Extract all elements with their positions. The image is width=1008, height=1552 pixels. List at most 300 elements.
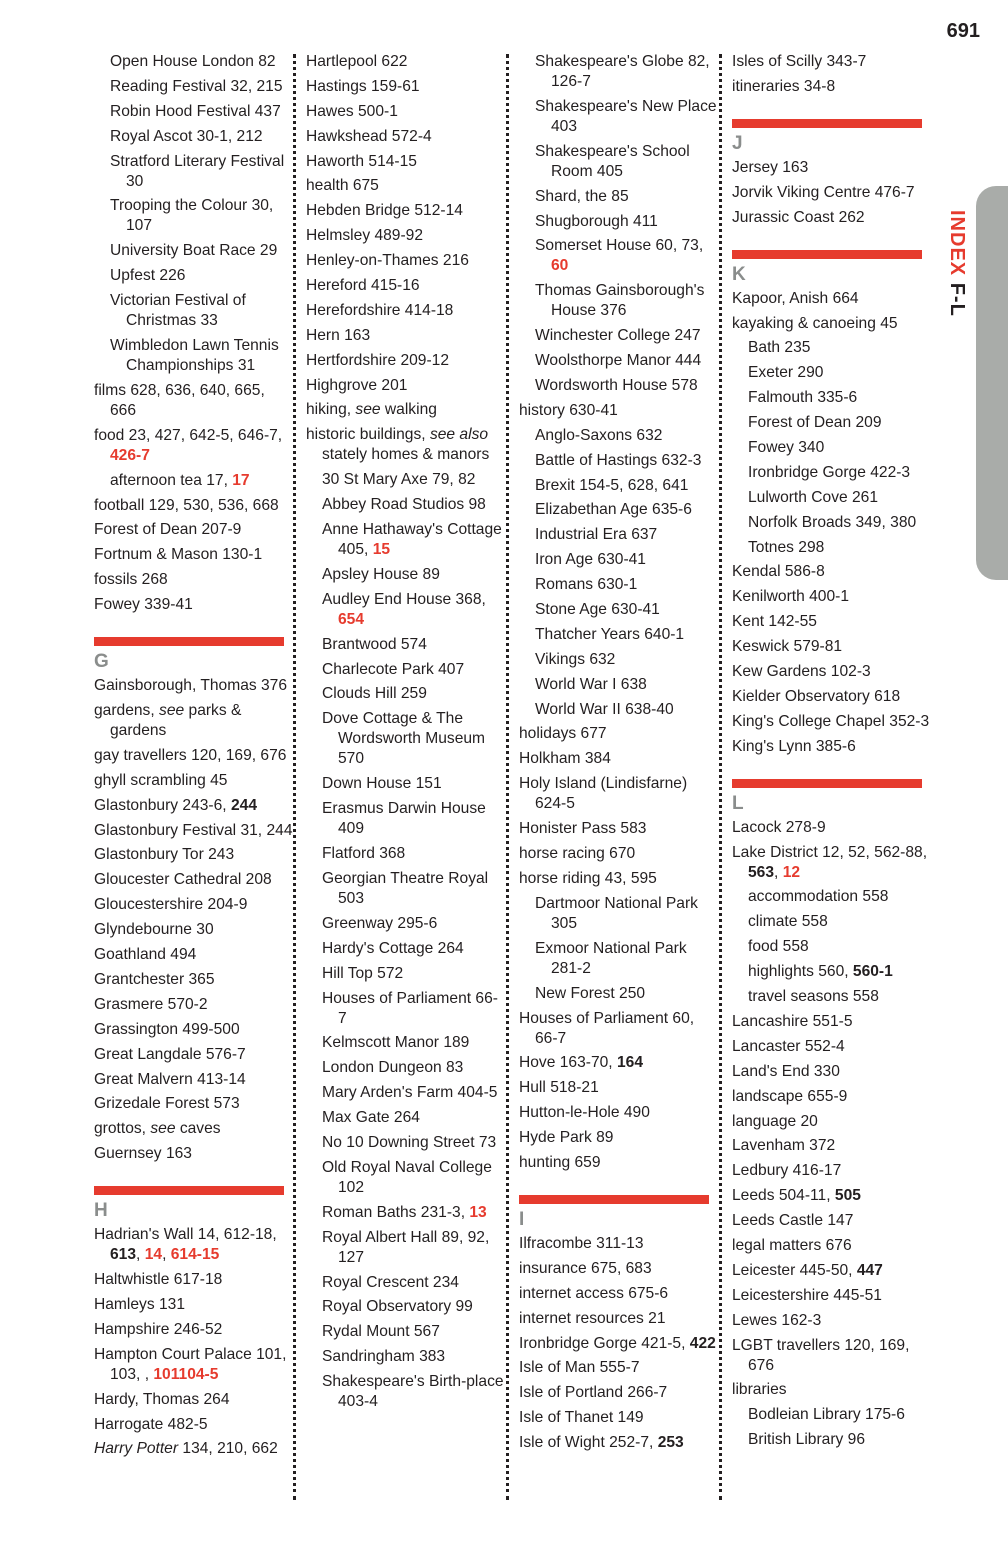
index-subentry — [519, 142, 719, 182]
section-rule — [732, 779, 922, 788]
entry-text: travel seasons 558 — [748, 988, 879, 1006]
entry-text: Kielder Observatory 618 — [732, 687, 901, 705]
entry-text: Hawkshead 572-4 — [306, 127, 432, 145]
entry-text: Land's End 330 — [732, 1062, 840, 1080]
section-rule — [94, 637, 284, 646]
entry-text: Lancashire 551-5 — [732, 1012, 853, 1030]
entry-text: Clouds Hill 259 — [322, 685, 427, 703]
index-subentry — [732, 538, 932, 558]
entry-text: Anne Hathaway's Cottage 405, — [322, 521, 502, 559]
index-entry — [519, 1408, 719, 1428]
index-entry — [732, 1336, 932, 1376]
index-entry — [732, 1112, 932, 1132]
index-entry — [732, 1211, 932, 1231]
column-divider — [506, 54, 509, 1500]
entry-text: Leeds Castle 147 — [732, 1212, 854, 1230]
index-subentry — [306, 709, 506, 769]
index-entry — [519, 1009, 719, 1049]
entry-text: Audley End House 368, — [322, 590, 486, 608]
index-entry — [306, 425, 506, 465]
entry-text: Brexit 154-5, 628, 641 — [535, 476, 689, 494]
entry-text: highlights 560, — [748, 963, 853, 981]
entry-text: Woolsthorpe Manor 444 — [535, 352, 702, 370]
entry-text: Shakespeare's Globe 82, 126-7 — [535, 53, 710, 90]
entry-text: grottos, — [94, 1120, 151, 1138]
index-entry — [732, 1261, 932, 1281]
index-entry — [94, 1045, 294, 1065]
index-entry — [732, 612, 932, 632]
entry-text: holidays 677 — [519, 725, 607, 743]
index-entry — [732, 818, 932, 838]
index-entry — [732, 1311, 932, 1331]
entry-text: Highgrove 201 — [306, 376, 408, 394]
entry-text: Royal Crescent 234 — [322, 1273, 459, 1291]
entry-text: Lacock 278-9 — [732, 818, 826, 836]
entry-text: , — [136, 1246, 145, 1264]
index-subentry — [306, 495, 506, 515]
entry-title-italic: Harry Potter — [94, 1440, 179, 1458]
entry-text: Thomas Gainsborough's House 376 — [535, 282, 705, 320]
index-entry — [519, 1284, 719, 1304]
index-subentry — [519, 575, 719, 595]
index-entry — [94, 545, 294, 565]
index-entry — [94, 1119, 294, 1139]
entry-text: Shugborough 411 — [535, 212, 658, 230]
index-entry — [94, 970, 294, 990]
index-subentry — [306, 1273, 506, 1293]
side-thumb-tab — [976, 186, 1008, 580]
entry-map-page: 13 — [469, 1203, 487, 1221]
index-subentry — [732, 937, 932, 957]
entry-bold-page: 253 — [657, 1434, 684, 1452]
entry-text: Isle of Wight 252-7, — [519, 1434, 658, 1452]
entry-text: Reading Festival 32, 215 — [110, 77, 283, 95]
entry-text: Stratford Literary Festival 30 — [110, 152, 285, 190]
index-subentry — [94, 336, 294, 376]
entry-text: Bath 235 — [748, 339, 811, 357]
entry-text: insurance 675, 683 — [519, 1259, 652, 1277]
entry-text: Greenway 295-6 — [322, 914, 438, 932]
entry-text: King's Lynn 385-6 — [732, 737, 856, 755]
entry-text: hiking, — [306, 401, 356, 419]
index-entry — [306, 176, 506, 196]
index-subentry — [519, 476, 719, 496]
index-entry — [732, 843, 932, 883]
entry-text: Royal Albert Hall 89, 92, 127 — [322, 1228, 490, 1266]
entry-text: Norfolk Broads 349, 380 — [748, 513, 917, 531]
index-subentry — [94, 291, 294, 331]
index-entry — [519, 1334, 719, 1354]
index-subentry — [519, 625, 719, 645]
entry-text: Shard, the 85 — [535, 187, 629, 205]
index-entry — [94, 496, 294, 516]
entry-text: itineraries 34-8 — [732, 77, 836, 95]
entry-text: Glastonbury 243-6, — [94, 796, 231, 814]
entry-text: Bodleian Library 175-6 — [748, 1406, 905, 1424]
entry-text: Goathland 494 — [94, 946, 197, 964]
entry-text: Gloucester Cathedral 208 — [94, 871, 272, 889]
entry-text: football 129, 530, 536, 668 — [94, 496, 279, 514]
entry-text: Dartmoor National Park 305 — [535, 894, 698, 932]
index-column-4 — [732, 52, 932, 1455]
entry-text: Falmouth 335-6 — [748, 389, 858, 407]
index-entry — [94, 426, 294, 466]
index-subentry — [94, 471, 294, 491]
index-entry — [519, 1309, 719, 1329]
entry-text: Lancaster 552-4 — [732, 1037, 845, 1055]
index-entry — [94, 1070, 294, 1090]
entry-text: University Boat Race 29 — [110, 242, 278, 260]
index-subentry — [732, 438, 932, 458]
index-subentry — [306, 1033, 506, 1053]
entry-text: Leeds 504-11, — [732, 1187, 835, 1205]
entry-text: language 20 — [732, 1112, 818, 1130]
entry-text: Isle of Portland 266-7 — [519, 1384, 668, 1402]
entry-bold-page: 505 — [834, 1187, 861, 1205]
index-subentry — [519, 939, 719, 979]
entry-text: British Library 96 — [748, 1431, 865, 1449]
entry-text: Hern 163 — [306, 326, 371, 344]
entry-text: Holy Island (Lindisfarne) 624-5 — [519, 775, 688, 813]
section-header-g — [94, 637, 294, 672]
entry-text: Flatford 368 — [322, 845, 406, 863]
index-entry — [306, 127, 506, 147]
entry-text: Hebden Bridge 512-14 — [306, 202, 463, 220]
index-entry — [94, 895, 294, 915]
index-entry — [94, 746, 294, 766]
section-letter: I — [519, 1208, 525, 1230]
index-column-1 — [94, 52, 294, 1464]
index-entry — [306, 77, 506, 97]
entry-text: Down House 151 — [322, 775, 442, 793]
entry-text: Abbey Road Studios 98 — [322, 496, 486, 514]
index-entry — [94, 771, 294, 791]
entry-text: Forest of Dean 209 — [748, 414, 882, 432]
index-subentry — [732, 413, 932, 433]
index-entry — [519, 1358, 719, 1378]
entry-text: 30 St Mary Axe 79, 82 — [322, 471, 476, 489]
entry-text: Hardy's Cottage 264 — [322, 939, 464, 957]
index-entry — [519, 1078, 719, 1098]
index-subentry — [306, 1322, 506, 1342]
entry-text: health 675 — [306, 177, 379, 195]
index-entry — [94, 1345, 294, 1385]
index-entry — [732, 1062, 932, 1082]
entry-text: Hastings 159-61 — [306, 77, 420, 95]
entry-text: Iron Age 630-41 — [535, 551, 646, 569]
index-entry — [94, 1020, 294, 1040]
entry-text: No 10 Downing Street 73 — [322, 1133, 497, 1151]
entry-map-page: 104-5 — [178, 1365, 219, 1383]
entry-text: caves — [175, 1120, 221, 1138]
entry-text: Hove 163-70, — [519, 1054, 617, 1072]
index-subentry — [732, 1430, 932, 1450]
index-subentry — [94, 196, 294, 236]
side-tab-label — [938, 210, 968, 330]
index-entry — [306, 52, 506, 72]
index-entry — [732, 1037, 932, 1057]
section-rule — [94, 1186, 284, 1195]
entry-text: Fowey 340 — [748, 439, 825, 457]
entry-text: , — [162, 1246, 171, 1264]
index-entry — [732, 314, 932, 334]
index-subentry — [732, 912, 932, 932]
entry-text: Hampton Court Palace 101, 103, — [94, 1345, 287, 1383]
index-subentry — [519, 52, 719, 92]
entry-text: Hartlepool 622 — [306, 53, 408, 70]
entry-text: King's College Chapel 352-3 — [732, 712, 930, 730]
entry-text: Royal Observatory 99 — [322, 1298, 473, 1316]
index-subentry — [519, 187, 719, 207]
index-subentry — [732, 488, 932, 508]
entry-text: Gloucestershire 204-9 — [94, 896, 248, 914]
entry-text: gay travellers 120, 169, 676 — [94, 746, 287, 764]
index-subentry — [732, 987, 932, 1007]
entry-text: Guernsey 163 — [94, 1145, 192, 1163]
index-subentry — [306, 1297, 506, 1317]
section-header-k — [732, 250, 932, 285]
index-subentry — [519, 351, 719, 371]
entry-text: legal matters 676 — [732, 1236, 852, 1254]
entry-text: Houses of Parliament 60, 66-7 — [519, 1009, 695, 1047]
entry-map-page: 60 — [551, 257, 569, 275]
index-entry — [519, 1103, 719, 1123]
index-entry — [519, 1234, 719, 1254]
index-entry — [519, 1383, 719, 1403]
index-entry — [732, 562, 932, 582]
index-subentry — [519, 281, 719, 321]
entry-text: Grasmere 570-2 — [94, 995, 208, 1013]
entry-text: Keswick 579-81 — [732, 638, 843, 656]
entry-text: Georgian Theatre Royal 503 — [322, 869, 489, 907]
entry-text: afternoon tea 17, — [110, 471, 233, 489]
entry-text: Grantchester 365 — [94, 970, 215, 988]
index-entry — [732, 208, 932, 228]
entry-map-page: 12 — [782, 863, 801, 881]
entry-text: Shakespeare's Birth-place 403-4 — [322, 1373, 504, 1411]
column-divider — [719, 54, 722, 1500]
entry-text: accommodation 558 — [748, 888, 889, 906]
entry-text: Royal Ascot 30-1, 212 — [110, 127, 263, 145]
section-header-j — [732, 119, 932, 154]
section-header-l — [732, 779, 932, 814]
index-entry — [94, 1415, 294, 1435]
index-subentry — [519, 525, 719, 545]
entry-text: Glyndebourne 30 — [94, 921, 214, 939]
index-subentry — [519, 600, 719, 620]
index-subentry — [519, 500, 719, 520]
entry-text: Gainsborough, Thomas 376 — [94, 677, 288, 695]
entry-text: Somerset House 60, 73, — [535, 237, 704, 255]
entry-text: history 630-41 — [519, 401, 618, 419]
side-tab-range: F-L — [946, 282, 968, 317]
entry-text: New Forest 250 — [535, 984, 646, 1002]
entry-text: Hampshire 246-52 — [94, 1320, 223, 1338]
entry-text: Robin Hood Festival 437 — [110, 102, 281, 120]
index-subentry — [306, 914, 506, 934]
index-subentry — [306, 1372, 506, 1412]
entry-text: Lake District 12, 52, 562-88, — [732, 843, 928, 861]
entry-bold-page: 560-1 — [852, 963, 893, 981]
entry-text: Erasmus Darwin House 409 — [322, 800, 486, 838]
entry-text: Max Gate 264 — [322, 1109, 420, 1127]
index-subentry — [306, 1083, 506, 1103]
entry-text: Henley-on-Thames 216 — [306, 252, 469, 270]
index-subentry — [519, 97, 719, 137]
entry-text: Great Malvern 413-14 — [94, 1070, 246, 1088]
entry-text: Leicester 445-50, — [732, 1261, 857, 1279]
entry-text: Isle of Thanet 149 — [519, 1409, 644, 1427]
index-entry — [732, 637, 932, 657]
entry-text: 134, 210, 662 — [178, 1440, 278, 1458]
entry-text: Glastonbury Festival 31, 244 — [94, 821, 293, 839]
index-entry — [519, 869, 719, 889]
entry-text: Hill Top 572 — [322, 964, 404, 982]
entry-text: Hyde Park 89 — [519, 1129, 614, 1147]
entry-text: horse riding 43, 595 — [519, 869, 657, 887]
entry-text: Hutton-le-Hole 490 — [519, 1104, 650, 1122]
index-entry — [732, 289, 932, 309]
entry-text: Battle of Hastings 632-3 — [535, 451, 702, 469]
entry-text: Romans 630-1 — [535, 576, 638, 594]
index-entry — [732, 1136, 932, 1156]
entry-text: Trooping the Colour 30, 107 — [110, 197, 274, 235]
entry-bold-page: 563 — [748, 863, 775, 881]
index-entry — [519, 1153, 719, 1173]
entry-text: Honister Pass 583 — [519, 820, 647, 838]
index-entry — [519, 1128, 719, 1148]
index-subentry — [519, 451, 719, 471]
entry-text: Fortnum & Mason 130-1 — [94, 546, 263, 564]
section-letter: L — [732, 792, 744, 814]
entry-text: Brantwood 574 — [322, 635, 427, 653]
entry-text: Old Royal Naval College 102 — [322, 1158, 492, 1196]
index-subentry — [306, 635, 506, 655]
entry-text: Upfest 226 — [110, 267, 186, 285]
index-subentry — [306, 844, 506, 864]
index-entry — [732, 1186, 932, 1206]
section-rule — [732, 250, 922, 259]
index-entry — [519, 1259, 719, 1279]
index-entry — [732, 712, 932, 732]
entry-text: Thatcher Years 640-1 — [535, 625, 685, 643]
entry-text: Lewes 162-3 — [732, 1311, 822, 1329]
index-subentry — [306, 774, 506, 794]
entry-see-ref: see — [150, 1120, 176, 1138]
entry-text: internet access 675-6 — [519, 1284, 669, 1302]
index-subentry — [519, 550, 719, 570]
index-entry — [306, 276, 506, 296]
index-entry — [94, 870, 294, 890]
entry-text: Wordsworth House 578 — [535, 377, 698, 395]
index-entry — [732, 1012, 932, 1032]
entry-text: libraries — [732, 1381, 787, 1399]
entry-text: Ilfracombe 311-13 — [519, 1234, 644, 1252]
index-entry — [306, 400, 506, 420]
index-entry — [94, 595, 294, 615]
section-letter: H — [94, 1200, 108, 1222]
entry-text: Forest of Dean 207-9 — [94, 521, 242, 539]
entry-text: Haworth 514-15 — [306, 152, 417, 170]
entry-text: historic buildings, — [306, 426, 430, 444]
entry-text: Kendal 586-8 — [732, 563, 825, 581]
index-entry — [94, 1225, 294, 1265]
index-column-2 — [306, 52, 506, 1417]
entry-bold-page: 244 — [230, 796, 257, 814]
index-entry — [94, 995, 294, 1015]
entry-text: Hamleys 131 — [94, 1295, 186, 1313]
entry-text: Roman Baths 231-3, — [322, 1203, 470, 1221]
index-subentry — [306, 989, 506, 1029]
index-subentry — [306, 684, 506, 704]
entry-text: Fowey 339-41 — [94, 596, 193, 614]
entry-text: Totnes 298 — [748, 538, 825, 556]
index-column-3 — [519, 52, 719, 1458]
index-subentry — [519, 326, 719, 346]
entry-text: Ironbridge Gorge 421-5, — [519, 1334, 690, 1352]
index-subentry — [519, 700, 719, 720]
index-subentry — [306, 520, 506, 560]
entry-text: Stone Age 630-41 — [535, 601, 660, 619]
entry-text: Winchester College 247 — [535, 327, 701, 345]
index-subentry — [306, 1228, 506, 1268]
index-subentry — [732, 388, 932, 408]
side-tab-index: INDEX — [946, 210, 968, 277]
section-letter: J — [732, 132, 743, 154]
entry-map-page: 14 — [144, 1246, 163, 1264]
entry-text: food 558 — [748, 938, 809, 956]
entry-text: Grassington 499-500 — [94, 1020, 240, 1038]
index-entry — [306, 102, 506, 122]
section-header-i — [519, 1195, 719, 1230]
index-entry — [732, 52, 932, 72]
index-entry — [94, 381, 294, 421]
entry-text: Jorvik Viking Centre 476-7 — [732, 183, 915, 201]
entry-bold-page: 447 — [856, 1261, 883, 1279]
entry-map-page: 426-7 — [110, 446, 150, 464]
index-subentry — [732, 513, 932, 533]
index-subentry — [306, 1058, 506, 1078]
entry-bold-page: 613 — [110, 1246, 137, 1264]
entry-text: Kew Gardens 102-3 — [732, 663, 871, 681]
entry-text: Great Langdale 576-7 — [94, 1045, 246, 1063]
index-subentry — [519, 650, 719, 670]
section-letter: G — [94, 651, 109, 673]
index-subentry — [94, 241, 294, 261]
index-entry — [94, 1270, 294, 1290]
entry-see-ref: see also — [429, 426, 489, 444]
entry-text: films 628, 636, 640, 665, 666 — [94, 381, 265, 419]
index-entry — [306, 251, 506, 271]
entry-bold-page: 164 — [616, 1054, 643, 1072]
entry-text: Harrogate 482-5 — [94, 1415, 208, 1433]
index-subentry — [94, 127, 294, 147]
entry-text: Rydal Mount 567 — [322, 1323, 440, 1341]
index-entry — [519, 749, 719, 769]
entry-text: Haltwhistle 617-18 — [94, 1271, 223, 1289]
index-entry — [94, 1094, 294, 1114]
entry-text: Exmoor National Park 281-2 — [535, 939, 687, 977]
index-subentry — [519, 376, 719, 396]
entry-text: Lulworth Cove 261 — [748, 488, 879, 506]
index-entry — [94, 1390, 294, 1410]
index-subentry — [519, 984, 719, 1004]
index-entry — [94, 1320, 294, 1340]
index-subentry — [519, 426, 719, 446]
section-letter: K — [732, 263, 746, 285]
index-entry — [306, 201, 506, 221]
index-entry — [306, 376, 506, 396]
